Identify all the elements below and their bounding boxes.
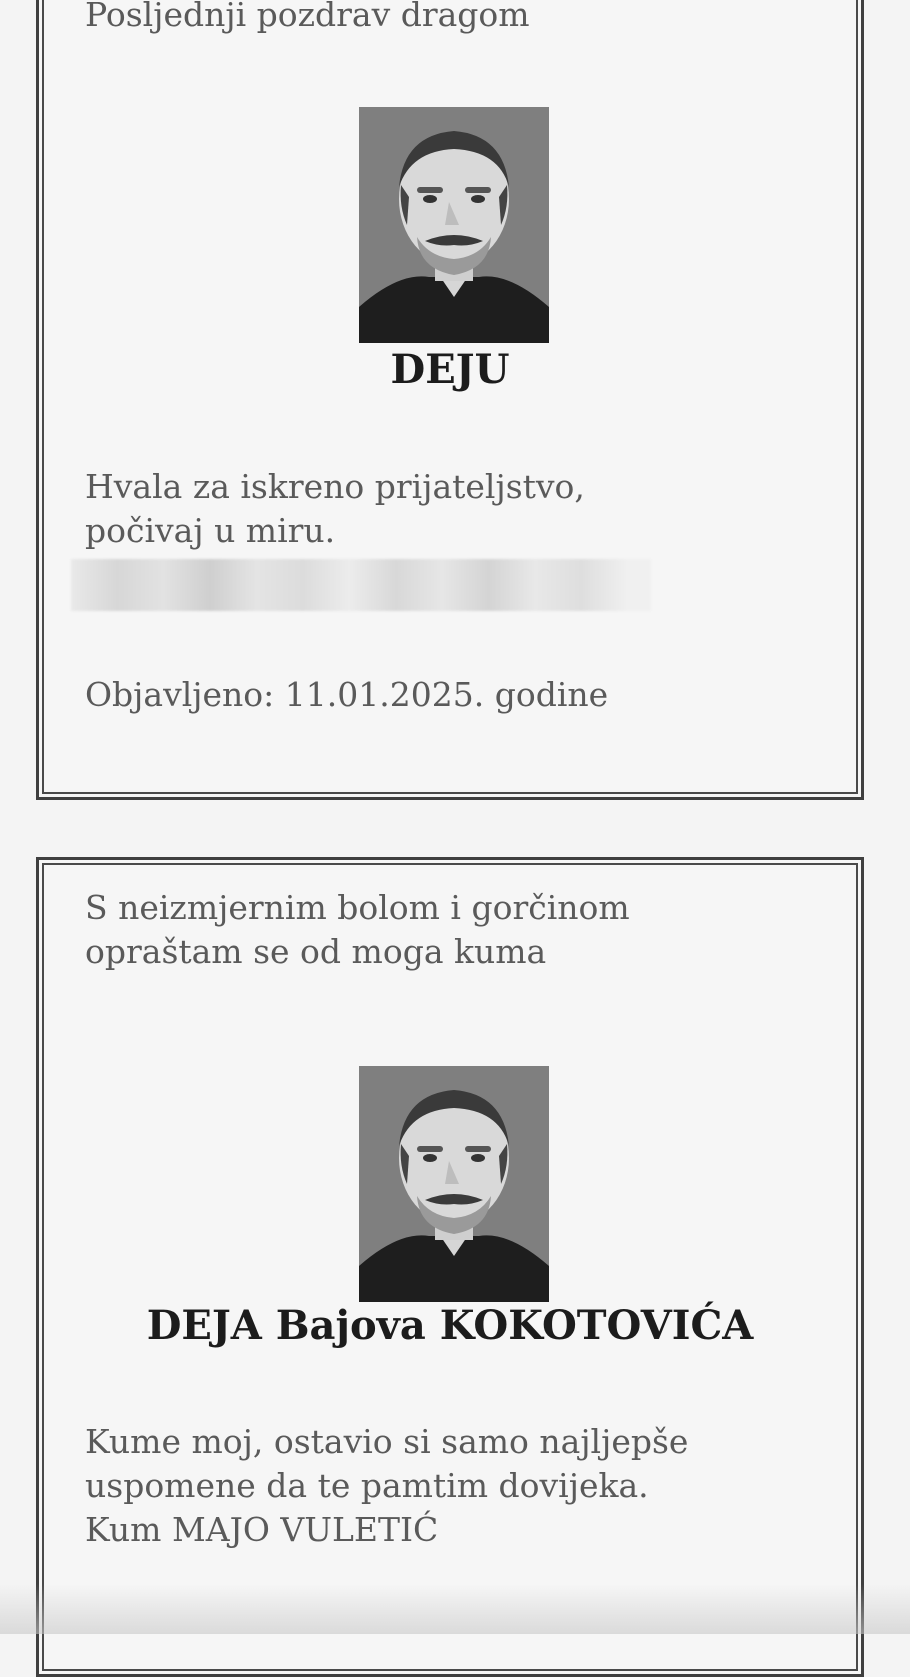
portrait-photo-icon bbox=[359, 1066, 549, 1302]
redacted-signature bbox=[71, 559, 651, 611]
message-line-3: Kum MAJO VULETIĆ bbox=[85, 1510, 439, 1549]
deceased-name: DEJA Bajova KOKOTOVIĆA bbox=[146, 1302, 754, 1349]
portrait-photo-icon bbox=[359, 107, 549, 343]
message-line-1: Hvala za iskreno prijateljstvo, bbox=[85, 467, 585, 506]
obituary-card-1 bbox=[36, 0, 864, 800]
message-line-2: uspomene da te pamtim dovijeka. bbox=[85, 1466, 649, 1505]
obituary-intro-line-2: opraštam se od moga kuma bbox=[85, 932, 547, 971]
obituary-card-2 bbox=[36, 857, 864, 1677]
obituary-intro: Posljednji pozdrav dragom bbox=[85, 0, 530, 34]
published-date: Objavljeno: 11.01.2025. godine bbox=[85, 675, 609, 714]
obituary-intro-line-1: S neizmjernim bolom i gorčinom bbox=[85, 888, 630, 927]
deceased-name: DEJU bbox=[390, 346, 510, 393]
message-line-2: počivaj u miru. bbox=[85, 511, 336, 550]
message-line-1: Kume moj, ostavio si samo najljepše bbox=[85, 1422, 689, 1461]
